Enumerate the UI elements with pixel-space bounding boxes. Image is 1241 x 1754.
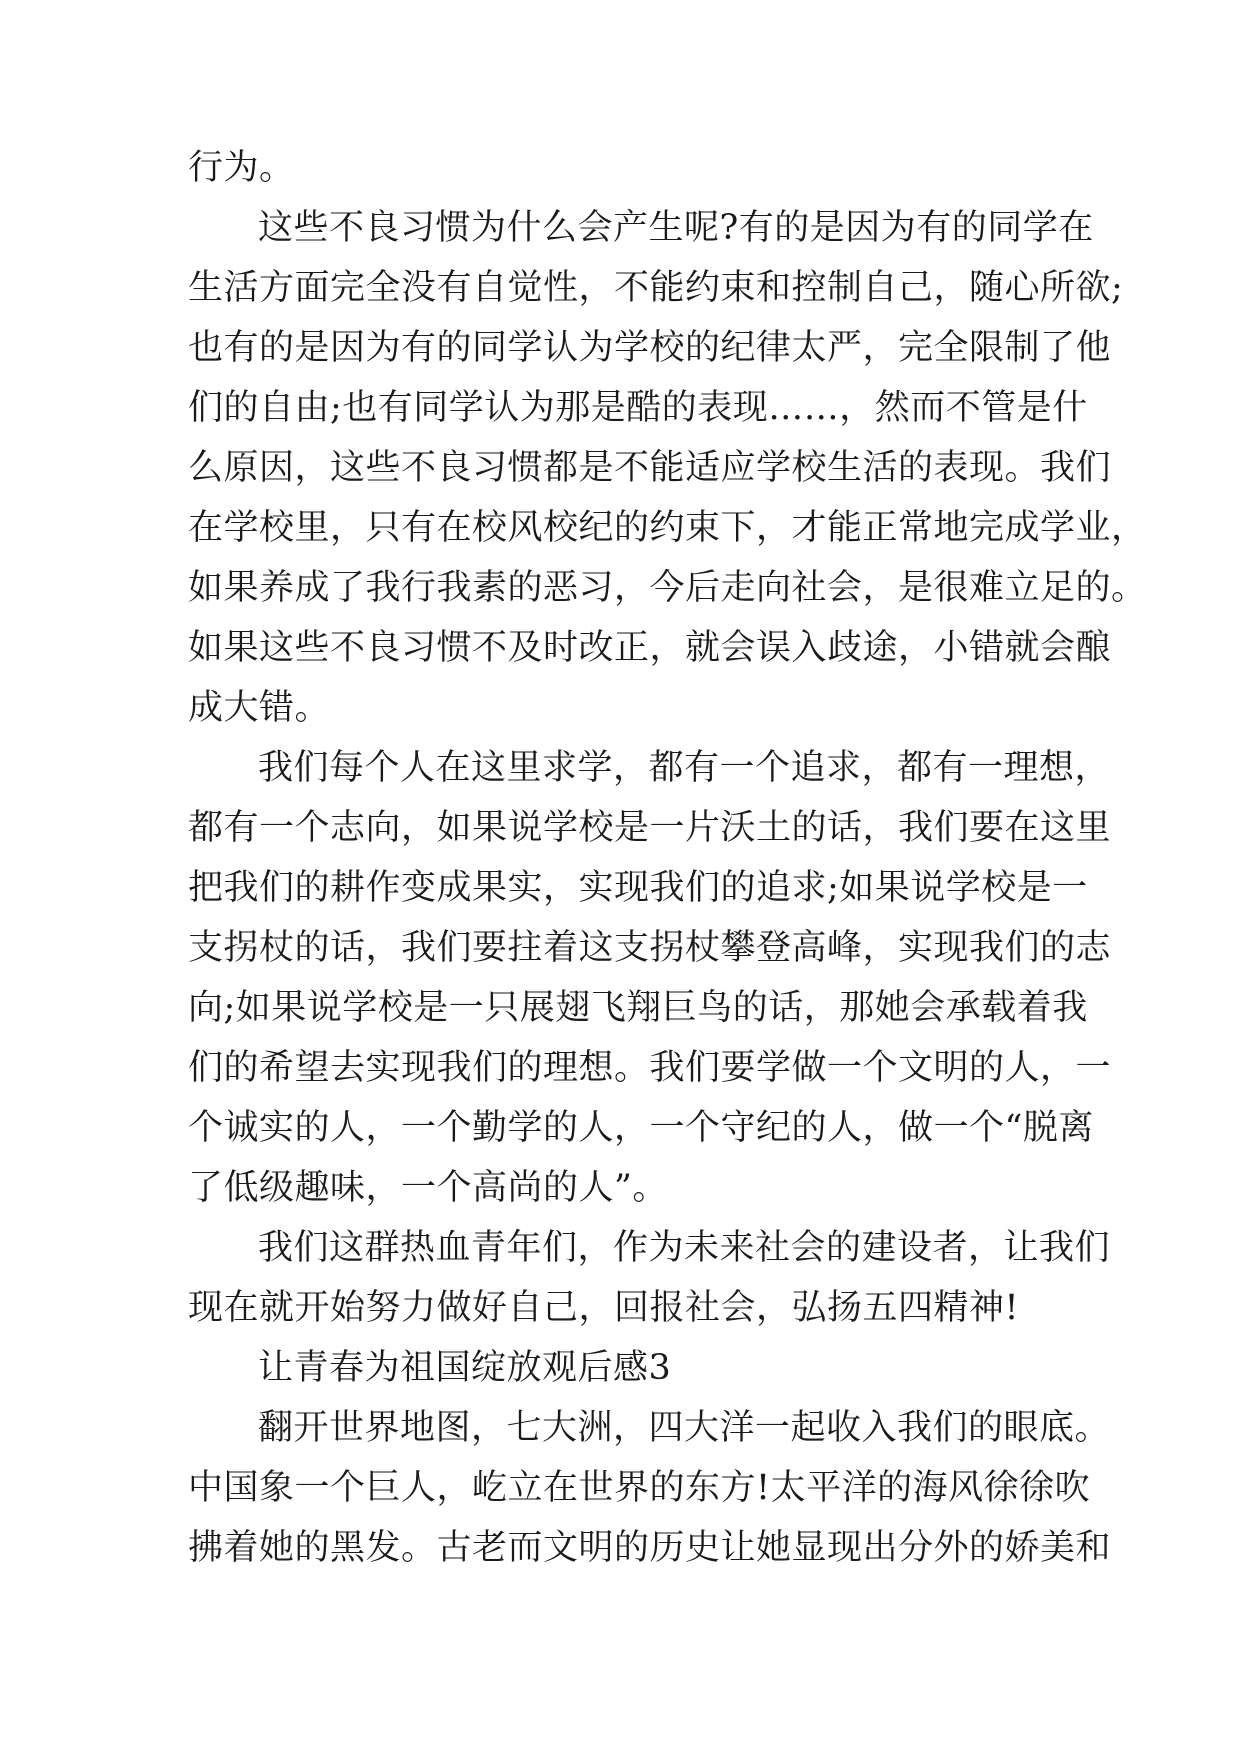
text-line: 中国象一个巨人，屹立在世界的东方!太平洋的海风徐徐吹 xyxy=(188,1468,1091,1508)
text-line: 们的自由;也有同学认为那是酷的表现……，然而不管是什 xyxy=(188,388,1088,428)
text-line: 把我们的耕作变成果实，实现我们的追求;如果说学校是一 xyxy=(188,868,1088,908)
text-line: 了低级趣味，一个高尚的人”。 xyxy=(188,1168,668,1208)
text-line: 个诚实的人，一个勤学的人，一个守纪的人，做一个“脱离 xyxy=(188,1108,1094,1148)
text-line: 么原因，这些不良习惯都是不能适应学校生活的表现。我们 xyxy=(188,448,1112,488)
text-line: 如果养成了我行我素的恶习，今后走向社会，是很难立足的。 xyxy=(188,568,1147,608)
text-line: 我们每个人在这里求学，都有一个追求，都有一理想， xyxy=(258,748,1111,788)
text-line: 行为。 xyxy=(188,148,295,188)
text-line: 向;如果说学校是一只展翅飞翔巨鸟的话，那她会承载着我 xyxy=(188,988,1088,1028)
text-line: 如果这些不良习惯不及时改正，就会误入歧途，小错就会酿 xyxy=(188,628,1112,668)
text-line: 这些不良习惯为什么会产生呢?有的是因为有的同学在 xyxy=(258,208,1094,248)
text-line: 也有的是因为有的同学认为学校的纪律太严，完全限制了他 xyxy=(188,328,1112,368)
text-line: 都有一个志向，如果说学校是一片沃土的话，我们要在这里 xyxy=(188,808,1112,848)
text-line: 成大错。 xyxy=(188,688,331,728)
text-line: 我们这群热血青年们，作为未来社会的建设者，让我们 xyxy=(258,1228,1111,1268)
text-line: 现在就开始努力做好自己，回报社会，弘扬五四精神! xyxy=(188,1288,1020,1328)
text-line: 支拐杖的话，我们要拄着这支拐杖攀登高峰，实现我们的志 xyxy=(188,928,1112,968)
section-heading: 让青春为祖国绽放观后感3 xyxy=(258,1348,672,1388)
text-line: 生活方面完全没有自觉性，不能约束和控制自己，随心所欲; xyxy=(188,268,1124,308)
text-line: 在学校里，只有在校风校纪的约束下，才能正常地完成学业， xyxy=(188,508,1147,548)
text-line: 们的希望去实现我们的理想。我们要学做一个文明的人，一 xyxy=(188,1048,1112,1088)
text-line: 拂着她的黑发。古老而文明的历史让她显现出分外的娇美和 xyxy=(188,1528,1112,1568)
text-line: 翻开世界地图，七大洲，四大洋一起收入我们的眼底。 xyxy=(258,1408,1111,1448)
